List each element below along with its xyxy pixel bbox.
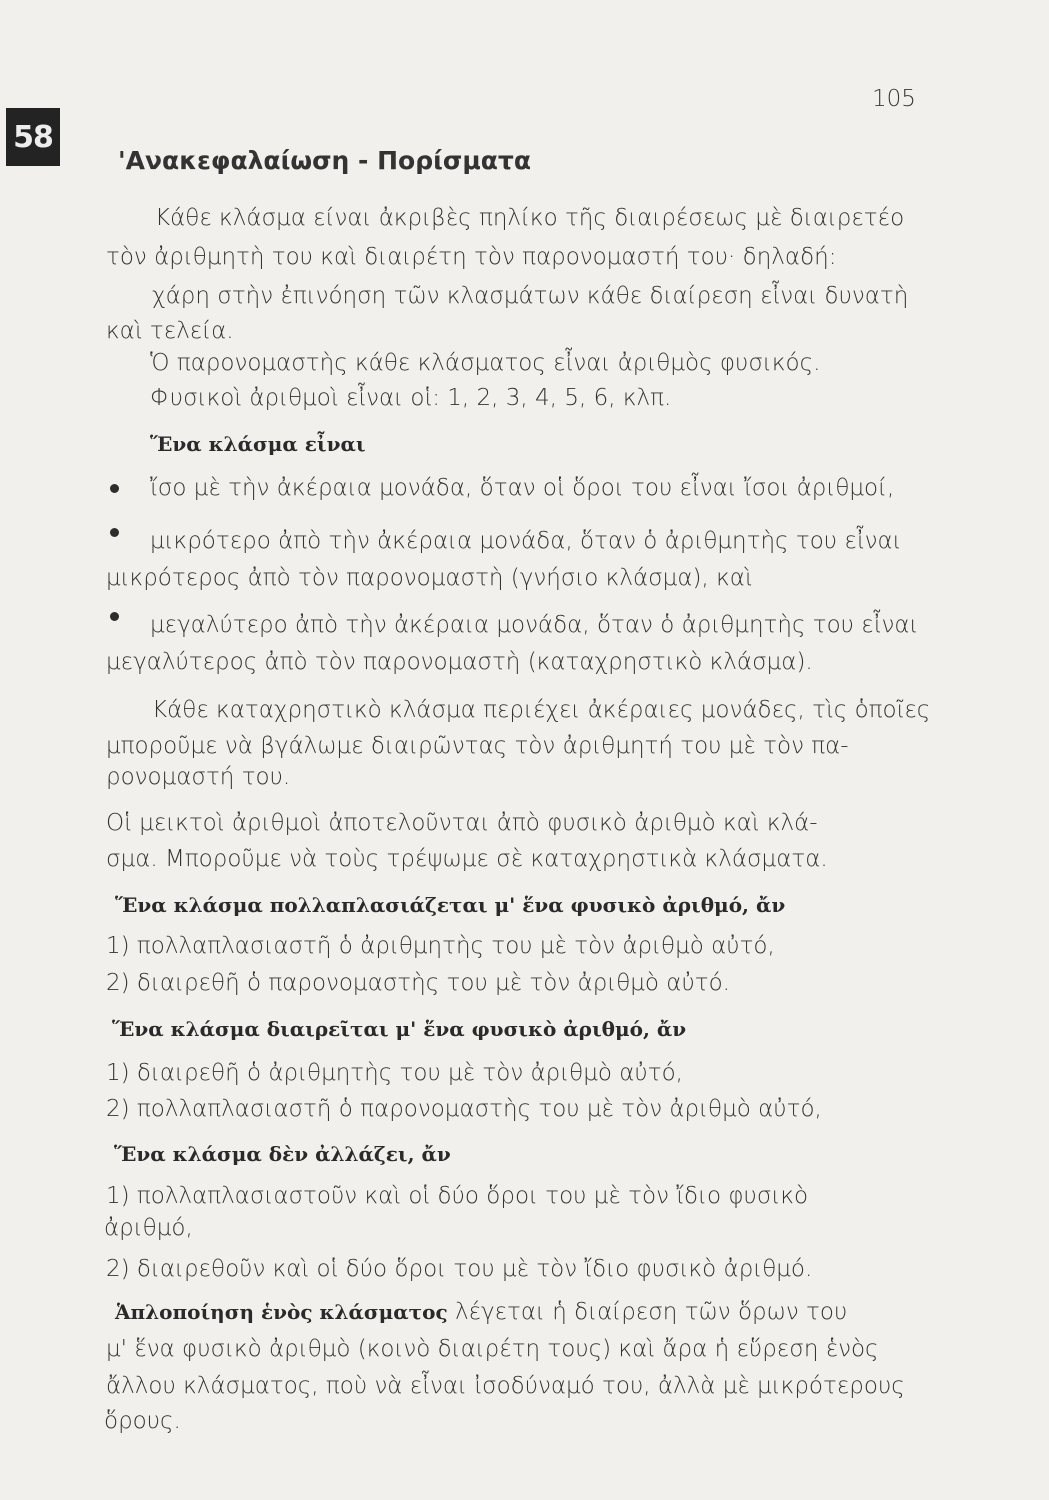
divide-item-2: 2) πολλαπλασιαστῆ ὁ παρονομαστὴς του μὲ τὸν ἀριθμὸ αὐτό,	[106, 1096, 822, 1122]
bullet-icon	[110, 612, 119, 621]
bullet-larger-line-2: μεγαλύτερος ἀπὸ τὸν παρονομαστὴ (καταχρηστικὸ κλάσμα).	[106, 649, 813, 675]
improper-line-3: ρονομαστή του.	[106, 764, 291, 790]
bullet-equal: ἴσο μὲ τὴν ἀκέραια μονάδα, ὅταν οἱ ὅροι του εἶναι ἴσοι ἀριθμοί,	[150, 475, 895, 501]
divide-heading: Ἕνα κλάσμα διαιρεῖται μ' ἕνα φυσικὸ ἀριθμό, ἄν	[112, 1017, 687, 1041]
simplify-line-1	[115, 1299, 847, 1325]
mixed-line-1: Οἱ μεικτοὶ ἀριθμοὶ ἀποτελοῦνται ἀπὸ φυσικὸ ἀριθμὸ καὶ κλά-	[106, 810, 818, 836]
intro-line-5: Ὁ παρονομαστὴς κάθε κλάσματος εἶναι ἀριθμὸς φυσικός.	[150, 350, 821, 376]
bullet-icon	[110, 528, 119, 537]
unchanged-heading: Ἕνα κλάσμα δὲν ἀλλάζει, ἄν	[114, 1142, 451, 1166]
multiply-item-1: 1) πολλαπλασιαστῆ ὁ ἀριθμητὴς του μὲ τὸν ἀριθμὸ αὐτό,	[106, 933, 775, 959]
mixed-line-2: σμα. Μποροῦμε νὰ τοὺς τρέψωμε σὲ καταχρηστικὰ κλάσματα.	[106, 846, 828, 872]
unchanged-item-1-line-2: ἀριθμό,	[104, 1215, 193, 1241]
simplify-term: Ἁπλοποίηση ἑνὸς κλάσματος	[115, 1300, 448, 1324]
simplify-line-3: ἄλλου κλάσματος, ποὺ νὰ εἶναι ἰσοδύναμό του, ἀλλὰ μὲ μικρότερους	[106, 1373, 905, 1399]
unchanged-item-2: 2) διαιρεθοῦν καὶ οἱ δύο ὅροι του μὲ τὸν ἴδιο φυσικὸ ἀριθμό.	[106, 1256, 813, 1282]
intro-line-2: τὸν ἀριθμητὴ του καὶ διαιρέτη τὸν παρονομαστή του· δηλαδή:	[106, 244, 837, 270]
multiply-heading: Ἕνα κλάσμα πολλαπλασιάζεται μ' ἕνα φυσικὸ ἀριθμό, ἄν	[115, 893, 786, 917]
simplify-line-4: ὅρους.	[104, 1408, 181, 1434]
intro-line-1: Κάθε κλάσμα είναι ἀκριβὲς πηλίκο τῆς διαιρέσεως μὲ διαιρετέο	[155, 205, 905, 231]
intro-line-6: Φυσικοὶ ἀριθμοὶ εἶναι οἱ: 1, 2, 3, 4, 5, 6, κλπ.	[150, 385, 672, 411]
improper-line-1: Κάθε καταχρηστικὸ κλάσμα περιέχει ἀκέραιες μονάδες, τὶς ὁποῖες	[152, 697, 931, 723]
multiply-item-2: 2) διαιρεθῆ ὁ παρονομαστὴς του μὲ τὸν ἀριθμὸ αὐτό.	[106, 970, 730, 996]
intro-line-4: καὶ τελεία.	[106, 318, 234, 344]
bullet-smaller-line-2: μικρότερος ἀπὸ τὸν παρονομαστὴ (γνήσιο κλάσμα), καὶ	[106, 565, 753, 591]
simplify-line-2: μ' ἕνα φυσικὸ ἀριθμὸ (κοινὸ διαιρέτη τους) καὶ ἄρα ἡ εὕρεση ἑνὸς	[106, 1336, 879, 1362]
section-number-badge: 58	[6, 108, 60, 166]
improper-line-2: μποροῦμε νὰ βγάλωμε διαιρῶντας τὸν ἀριθμητή του μὲ τὸν πα-	[106, 733, 849, 759]
page-number: 105	[872, 86, 916, 112]
divide-item-1: 1) διαιρεθῆ ὁ ἀριθμητὴς του μὲ τὸν ἀριθμὸ αὐτό,	[106, 1060, 683, 1086]
simplify-line-1-rest: λέγεται ἡ διαίρεση τῶν ὅρων του	[447, 1299, 848, 1325]
fraction-is-heading: Ἕνα κλάσμα εἶναι	[150, 432, 366, 456]
intro-line-3: χάρη στὴν ἐπινόηση τῶν κλασμάτων κάθε διαίρεση εἶναι δυνατὴ	[152, 283, 909, 309]
unchanged-item-1-line-1: 1) πολλαπλασιαστοῦν καὶ οἱ δύο ὅροι του μὲ τὸν ἴδιο φυσικὸ	[106, 1183, 809, 1209]
section-title: 'Ανακεφαλαίωση - Πορίσματα	[118, 146, 532, 175]
bullet-smaller-line-1: μικρότερο ἀπὸ τὴν ἀκέραια μονάδα, ὅταν ὁ ἀριθμητὴς του εἶναι	[150, 528, 902, 554]
bullet-larger-line-1: μεγαλύτερο ἀπὸ τὴν ἀκέραια μονάδα, ὅταν ὁ ἀριθμητὴς του εἶναι	[150, 612, 919, 638]
bullet-icon	[110, 484, 119, 493]
